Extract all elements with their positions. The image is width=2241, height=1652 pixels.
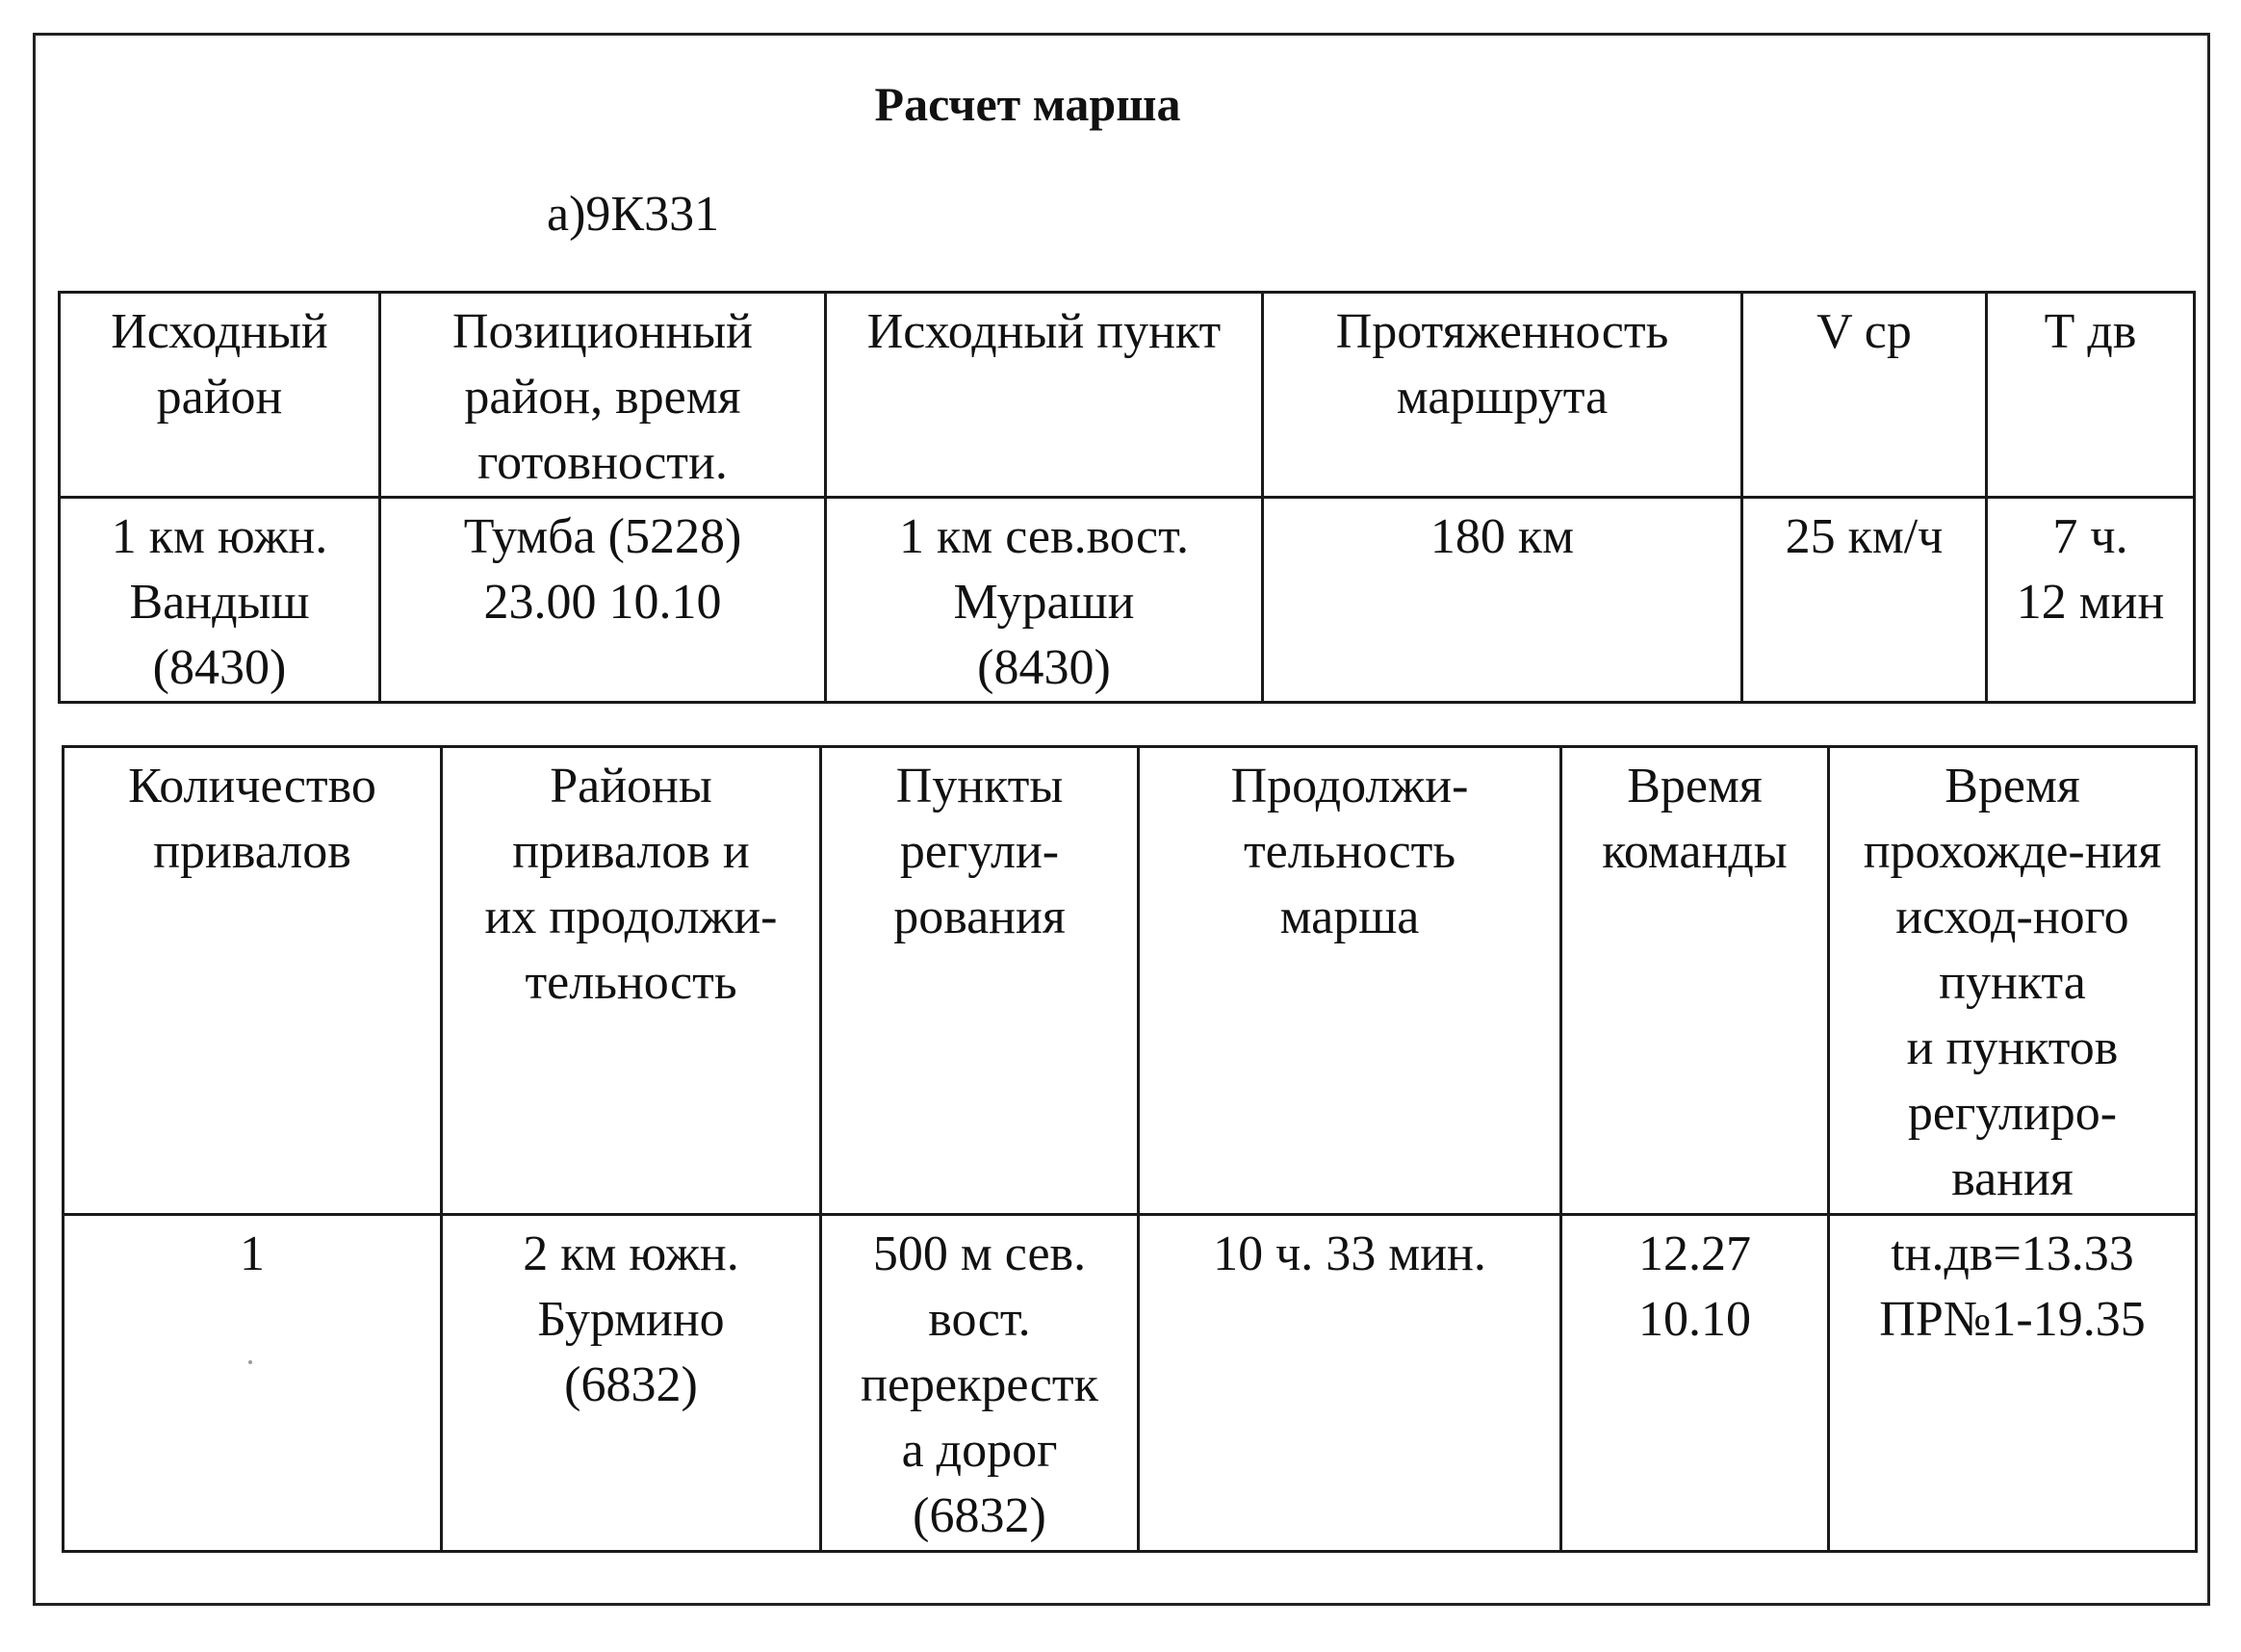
table-cell	[60, 498, 380, 703]
table-cell	[1829, 1215, 2197, 1552]
table-cell	[64, 1215, 442, 1552]
value-halt-count: 1	[240, 1226, 265, 1281]
header-halt-count: Количество привалов	[128, 759, 376, 879]
header-cell	[1742, 293, 1987, 498]
header-cell	[60, 293, 380, 498]
header-cell	[1829, 747, 2197, 1215]
table-cell	[1263, 498, 1742, 703]
header-initial-area: Исходный район	[111, 304, 328, 425]
table-cell	[1742, 498, 1987, 703]
header-cell	[442, 747, 821, 1215]
value-positional-area: Тумба (5228) 23.00 10.10	[463, 509, 742, 630]
header-cell	[1987, 293, 2195, 498]
value-passage-time: tн.дв=13.33 ПР№1-19.35	[1879, 1226, 2146, 1347]
table-cell	[821, 1215, 1139, 1552]
header-march-duration: Продолжи- тельность марша	[1230, 759, 1469, 944]
table-cell	[1139, 1215, 1561, 1552]
header-initial-point: Исходный пункт	[866, 304, 1222, 359]
header-cell	[64, 747, 442, 1215]
table-header-row	[64, 747, 2197, 1215]
value-travel-time: 7 ч. 12 мин	[2016, 509, 2165, 630]
value-initial-point: 1 км сев.вост. Мураши (8430)	[899, 509, 1189, 695]
value-march-duration: 10 ч. 33 мин.	[1213, 1226, 1486, 1281]
header-cell	[1561, 747, 1829, 1215]
table-cell	[826, 498, 1263, 703]
table-row	[64, 1215, 2197, 1552]
header-route-length: Протяженность маршрута	[1335, 304, 1669, 425]
document-title: Расчет марша	[874, 77, 1181, 131]
header-positional-area: Позиционный район, время готовности.	[452, 304, 753, 490]
value-initial-area: 1 км южн. Вандыш (8430)	[111, 509, 328, 695]
value-command-time: 12.27 10.10	[1638, 1226, 1751, 1347]
table-cell	[442, 1215, 821, 1552]
table-cell	[1561, 1215, 1829, 1552]
table-cell	[1987, 498, 2195, 703]
header-travel-time: Т дв	[2044, 304, 2137, 359]
value-control-points: 500 м сев. вост. перекрестк а дорог (6832)	[861, 1226, 1098, 1543]
header-cell	[821, 747, 1139, 1215]
table-cell	[380, 498, 826, 703]
header-cell	[1139, 747, 1561, 1215]
document-subtitle: а)9К331	[547, 187, 720, 242]
header-cell	[1263, 293, 1742, 498]
header-passage-time: Время прохожде-ния исход-ного пункта и пунктов регулиро- вания	[1863, 759, 2162, 1206]
table-header-row	[60, 293, 2195, 498]
header-control-points: Пункты регули- рования	[893, 759, 1066, 944]
value-route-length: 180 км	[1430, 509, 1575, 564]
march-route-table	[58, 291, 2196, 704]
header-cell	[826, 293, 1263, 498]
header-command-time: Время команды	[1602, 759, 1788, 879]
table-row	[60, 498, 2195, 703]
header-avg-speed: V ср	[1816, 304, 1912, 359]
header-cell	[380, 293, 826, 498]
value-halt-areas: 2 км южн. Бурмино (6832)	[523, 1226, 739, 1412]
value-avg-speed: 25 км/ч	[1785, 509, 1944, 564]
march-halts-table	[62, 745, 2198, 1553]
scan-speck	[248, 1360, 252, 1364]
header-halt-areas: Районы привалов и их продолжи- тельность	[484, 759, 778, 1010]
